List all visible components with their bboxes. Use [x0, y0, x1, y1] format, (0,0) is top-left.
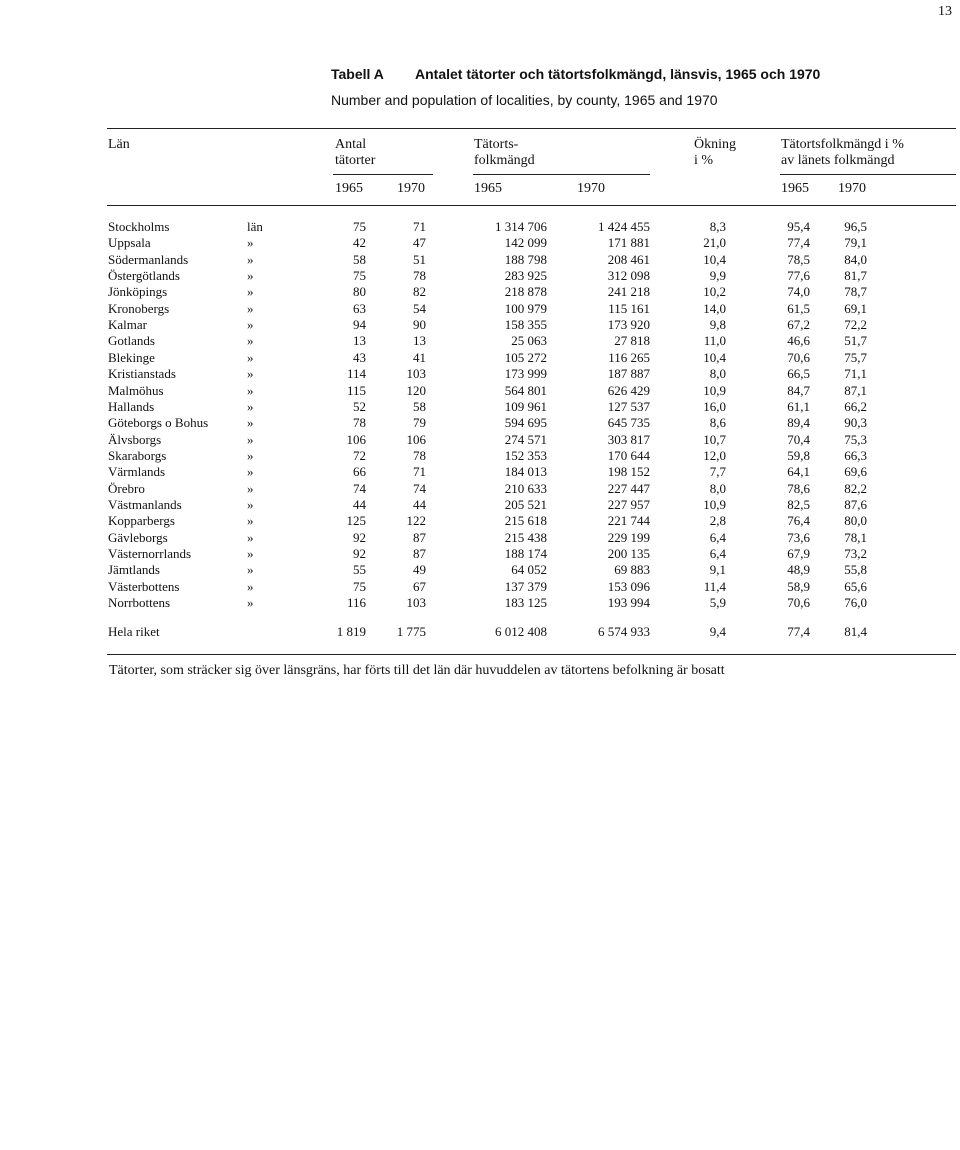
antal-1970-cell: 71	[413, 464, 426, 480]
county-name: Skaraborgs	[108, 447, 167, 463]
andel-1965-cell: 77,6	[787, 268, 810, 284]
folk-1970-cell: 303 817	[607, 431, 650, 447]
folk-group-rule	[473, 174, 650, 175]
andel-1965-cell: 70,6	[787, 349, 810, 365]
okning-cell: 8,0	[709, 366, 726, 382]
okning-cell: 8,3	[709, 219, 726, 234]
county-suffix: »	[247, 464, 254, 480]
antal-1965-cell: 116	[346, 595, 366, 611]
andel-1965-cell: 70,4	[787, 431, 810, 447]
county-name: Hela riket	[108, 624, 160, 639]
andel-1970-cell: 79,1	[844, 235, 867, 251]
header-folk-1965: 1965	[474, 181, 502, 196]
andel-1965-cell: 78,6	[787, 480, 810, 496]
antal-1970-cell: 71	[413, 219, 426, 234]
okning-cell: 14,0	[703, 300, 726, 316]
antal-1965-cell: 1 819	[336, 624, 366, 639]
folk-1970-cell: 198 152	[607, 464, 650, 480]
antal-1970-cell: 103	[406, 595, 426, 611]
table-label: Tabell A	[331, 66, 384, 82]
antal-1970-cell: 74	[413, 480, 426, 496]
antal-1970-cell: 58	[413, 398, 426, 414]
county-suffix: »	[247, 251, 254, 267]
folk-1970-cell: 1 424 455	[598, 219, 650, 234]
okning-cell: 10,4	[703, 349, 726, 365]
county-name: Västerbottens	[108, 578, 180, 594]
andel-1970-cell: 71,1	[844, 366, 867, 382]
okning-cell: 21,0	[703, 235, 726, 251]
okning-cell: 12,0	[703, 447, 726, 463]
county-name: Blekinge	[108, 349, 155, 365]
andel-1970-cell: 81,4	[844, 624, 867, 639]
antal-1970-cell: 54	[413, 300, 426, 316]
county-name: Östergötlands	[108, 268, 180, 284]
antal-1965-cell: 80	[353, 284, 366, 300]
antal-1970-cell: 47	[413, 235, 426, 251]
folk-1970-cell: 193 994	[607, 595, 650, 611]
okning-cell: 2,8	[709, 513, 726, 529]
county-name: Kopparbergs	[108, 513, 175, 529]
county-name: Älvsborgs	[108, 431, 162, 447]
antal-1965-cell: 44	[353, 496, 366, 512]
folk-1965-cell: 184 013	[504, 464, 547, 480]
county-suffix: »	[247, 496, 254, 512]
header-andel-1: Tätortsfolkmängd i %	[781, 137, 904, 152]
okning-cell: 11,0	[703, 333, 726, 349]
antal-1965-cell: 66	[353, 464, 366, 480]
county-suffix: »	[247, 546, 254, 561]
andel-1965-cell: 84,7	[787, 382, 810, 398]
county-suffix: »	[247, 317, 254, 333]
antal-1970-cell: 90	[413, 317, 426, 333]
table-subtitle: Number and population of localities, by county, 1965 and 1970	[331, 92, 718, 108]
andel-1965-cell: 70,6	[787, 595, 810, 611]
county-suffix: »	[247, 578, 254, 594]
county-suffix: »	[247, 382, 254, 398]
page-number: 13	[938, 4, 952, 19]
okning-cell: 9,1	[709, 562, 726, 578]
county-name: Västernorrlands	[108, 546, 192, 561]
folk-1970-cell: 173 920	[607, 317, 650, 333]
county-suffix: »	[247, 398, 254, 414]
antal-1965-cell: 106	[346, 431, 366, 447]
okning-cell: 10,7	[703, 431, 726, 447]
folk-1965-cell: 109 961	[504, 398, 547, 414]
folk-1970-cell: 6 574 933	[598, 624, 650, 639]
andel-1970-cell: 90,3	[844, 415, 867, 431]
antal-1965-cell: 55	[353, 562, 366, 578]
folk-1965-cell: 283 925	[504, 268, 547, 284]
andel-1970-cell: 96,5	[844, 219, 867, 234]
folk-1970-cell: 171 881	[607, 235, 650, 251]
county-name: Örebro	[108, 480, 145, 496]
antal-1965-cell: 75	[353, 268, 366, 284]
header-andel-1965: 1965	[781, 181, 809, 196]
county-suffix: län	[247, 219, 263, 234]
andel-1970-cell: 87,6	[844, 496, 867, 512]
okning-cell: 9,8	[709, 317, 726, 333]
county-name: Norrbottens	[108, 595, 171, 611]
folk-1965-cell: 64 052	[511, 562, 547, 578]
antal-1965-cell: 114	[346, 366, 366, 382]
folk-1970-cell: 187 887	[607, 366, 650, 382]
folk-1965-cell: 142 099	[504, 235, 547, 251]
folk-1970-cell: 227 957	[607, 496, 650, 512]
county-suffix: »	[247, 349, 254, 365]
antal-1970-cell: 41	[413, 349, 426, 365]
county-name: Kalmar	[108, 317, 147, 333]
folk-1970-cell: 69 883	[614, 562, 650, 578]
antal-1965-cell: 92	[353, 529, 366, 545]
header-folk-1: Tätorts-	[474, 137, 519, 152]
okning-cell: 10,9	[703, 496, 726, 512]
andel-1970-cell: 69,1	[844, 300, 867, 316]
andel-1965-cell: 77,4	[787, 624, 810, 639]
okning-cell: 9,9	[709, 268, 726, 284]
andel-1965-cell: 66,5	[787, 366, 810, 382]
folk-1965-cell: 188 798	[504, 251, 547, 267]
header-antal-1965: 1965	[335, 181, 363, 196]
andel-group-rule	[780, 174, 956, 175]
andel-1965-cell: 89,4	[787, 415, 810, 431]
andel-1970-cell: 65,6	[844, 578, 867, 594]
andel-1965-cell: 74,0	[787, 284, 810, 300]
antal-1965-cell: 115	[346, 382, 366, 398]
folk-1965-cell: 137 379	[504, 578, 547, 594]
okning-cell: 6,4	[709, 546, 726, 561]
andel-1965-cell: 73,6	[787, 529, 810, 545]
header-bottom-rule	[107, 205, 956, 206]
folk-1970-cell: 116 265	[608, 349, 650, 365]
footnote-rule	[107, 654, 956, 655]
andel-1970-cell: 51,7	[844, 333, 867, 349]
folk-1965-cell: 183 125	[504, 595, 547, 611]
antal-1965-cell: 63	[353, 300, 366, 316]
folk-1965-cell: 274 571	[504, 431, 547, 447]
folk-1970-cell: 208 461	[607, 251, 650, 267]
folk-1965-cell: 100 979	[504, 300, 547, 316]
antal-1965-cell: 92	[353, 546, 366, 561]
andel-1965-cell: 95,4	[787, 219, 810, 234]
folk-1970-cell: 221 744	[607, 513, 650, 529]
county-suffix: »	[247, 480, 254, 496]
folk-1970-cell: 645 735	[607, 415, 650, 431]
county-name: Göteborgs o Bohus	[108, 415, 209, 431]
county-suffix: »	[247, 595, 254, 611]
folk-1965-cell: 1 314 706	[495, 219, 547, 234]
andel-1970-cell: 72,2	[844, 317, 867, 333]
folk-1965-cell: 218 878	[504, 284, 547, 300]
andel-1970-cell: 78,7	[844, 284, 867, 300]
header-okning-1: Ökning	[694, 137, 736, 152]
andel-1965-cell: 48,9	[787, 562, 810, 578]
folk-1970-cell: 626 429	[607, 382, 650, 398]
folk-1965-cell: 205 521	[504, 496, 547, 512]
andel-1970-cell: 87,1	[844, 382, 867, 398]
county-suffix: »	[247, 268, 254, 284]
folk-1965-cell: 210 633	[504, 480, 547, 496]
antal-1965-cell: 58	[353, 251, 366, 267]
antal-1965-cell: 13	[353, 333, 366, 349]
county-suffix: »	[247, 431, 254, 447]
table-title-text: Antalet tätorter och tätortsfolkmängd, länsvis, 1965 och 1970	[415, 66, 821, 82]
antal-group-rule	[333, 174, 433, 175]
andel-1970-cell: 66,2	[844, 398, 867, 414]
folk-1970-cell: 115 161	[608, 300, 650, 316]
okning-cell: 10,9	[703, 382, 726, 398]
header-andel-2: av länets folkmängd	[781, 153, 895, 168]
andel-1970-cell: 69,6	[844, 464, 867, 480]
antal-1970-cell: 103	[406, 366, 426, 382]
antal-1970-cell: 13	[413, 333, 426, 349]
folk-1965-cell: 25 063	[511, 333, 547, 349]
county-suffix: »	[247, 235, 254, 251]
county-name: Jönköpings	[108, 284, 168, 300]
folk-1970-cell: 127 537	[607, 398, 650, 414]
folk-1965-cell: 173 999	[504, 366, 547, 382]
andel-1970-cell: 75,3	[844, 431, 867, 447]
andel-1965-cell: 46,6	[787, 333, 810, 349]
antal-1970-cell: 44	[413, 496, 426, 512]
andel-1970-cell: 75,7	[844, 349, 867, 365]
county-name: Gävleborgs	[108, 529, 168, 545]
antal-1970-cell: 87	[413, 529, 426, 545]
antal-1970-cell: 1 775	[396, 624, 426, 639]
okning-cell: 5,9	[709, 595, 726, 611]
andel-1965-cell: 59,8	[787, 447, 810, 463]
folk-1970-cell: 227 447	[607, 480, 650, 496]
antal-1965-cell: 52	[353, 398, 366, 414]
county-suffix: »	[247, 562, 254, 578]
county-name: Värmlands	[108, 464, 166, 480]
header-andel-1970: 1970	[838, 181, 866, 196]
andel-1970-cell: 55,8	[844, 562, 867, 578]
antal-1970-cell: 79	[413, 415, 426, 431]
andel-1965-cell: 58,9	[787, 578, 810, 594]
header-antal-1: Antal	[335, 137, 367, 152]
folk-1965-cell: 564 801	[504, 382, 547, 398]
antal-1965-cell: 94	[353, 317, 366, 333]
county-suffix: »	[247, 333, 254, 349]
antal-1970-cell: 122	[406, 513, 426, 529]
folk-1965-cell: 158 355	[504, 317, 547, 333]
county-name: Malmöhus	[108, 382, 164, 398]
antal-1970-cell: 82	[413, 284, 426, 300]
antal-1965-cell: 75	[353, 578, 366, 594]
antal-1965-cell: 75	[353, 219, 366, 234]
andel-1965-cell: 77,4	[787, 235, 810, 251]
header-lan: Län	[108, 137, 130, 152]
folk-1965-cell: 188 174	[504, 546, 547, 561]
folk-1970-cell: 27 818	[614, 333, 650, 349]
county-name: Västmanlands	[108, 496, 182, 512]
header-folk-2: folkmängd	[474, 153, 535, 168]
header-okning-2: i %	[694, 153, 714, 168]
folk-1965-cell: 594 695	[504, 415, 547, 431]
andel-1970-cell: 84,0	[844, 251, 867, 267]
folk-1970-cell: 229 199	[607, 529, 650, 545]
antal-1970-cell: 67	[413, 578, 426, 594]
antal-1965-cell: 74	[353, 480, 366, 496]
folk-1970-cell: 200 135	[607, 546, 650, 561]
antal-1970-cell: 49	[413, 562, 426, 578]
andel-1970-cell: 76,0	[844, 595, 867, 611]
okning-cell: 10,2	[703, 284, 726, 300]
county-name: Gotlands	[108, 333, 155, 349]
okning-cell: 16,0	[703, 398, 726, 414]
antal-1965-cell: 42	[353, 235, 366, 251]
antal-1965-cell: 72	[353, 447, 366, 463]
antal-1965-cell: 43	[353, 349, 366, 365]
county-suffix: »	[247, 366, 254, 382]
okning-cell: 8,0	[709, 480, 726, 496]
folk-1965-cell: 6 012 408	[495, 624, 547, 639]
county-suffix: »	[247, 529, 254, 545]
header-antal-2: tätorter	[335, 153, 376, 168]
andel-1965-cell: 61,5	[787, 300, 810, 316]
county-name: Uppsala	[108, 235, 151, 251]
andel-1965-cell: 67,2	[787, 317, 810, 333]
antal-1970-cell: 51	[413, 251, 426, 267]
antal-1970-cell: 78	[413, 268, 426, 284]
andel-1970-cell: 80,0	[844, 513, 867, 529]
okning-cell: 8,6	[709, 415, 726, 431]
antal-1970-cell: 78	[413, 447, 426, 463]
okning-cell: 7,7	[709, 464, 726, 480]
footnote: Tätorter, som sträcker sig över länsgräns, har förts till det län där huvuddelen av tätortens befolkning är bosatt	[109, 663, 725, 678]
antal-1970-cell: 106	[406, 431, 426, 447]
okning-cell: 6,4	[709, 529, 726, 545]
okning-cell: 10,4	[703, 251, 726, 267]
andel-1965-cell: 78,5	[787, 251, 810, 267]
county-name: Södermanlands	[108, 251, 189, 267]
table-title	[331, 66, 820, 82]
folk-1965-cell: 215 438	[504, 529, 547, 545]
folk-1970-cell: 312 098	[607, 268, 650, 284]
folk-1970-cell: 241 218	[607, 284, 650, 300]
county-name: Jämtlands	[108, 562, 160, 578]
county-suffix: »	[247, 284, 254, 300]
andel-1970-cell: 73,2	[844, 546, 867, 561]
andel-1965-cell: 76,4	[787, 513, 810, 529]
andel-1970-cell: 82,2	[844, 480, 867, 496]
county-name: Stockholms	[108, 219, 170, 234]
antal-1965-cell: 125	[346, 513, 366, 529]
andel-1965-cell: 67,9	[787, 546, 810, 561]
header-antal-1970: 1970	[397, 181, 425, 196]
county-suffix: »	[247, 513, 254, 529]
folk-1965-cell: 105 272	[504, 349, 547, 365]
header-top-rule	[107, 128, 956, 129]
county-suffix: »	[247, 415, 254, 431]
andel-1965-cell: 82,5	[787, 496, 810, 512]
okning-cell: 11,4	[703, 578, 726, 594]
county-name: Kristianstads	[108, 366, 176, 382]
antal-1970-cell: 87	[413, 546, 426, 561]
okning-cell: 9,4	[709, 624, 726, 639]
folk-1965-cell: 152 353	[504, 447, 547, 463]
andel-1970-cell: 66,3	[844, 447, 867, 463]
andel-1970-cell: 81,7	[844, 268, 867, 284]
county-suffix: »	[247, 447, 254, 463]
andel-1965-cell: 64,1	[787, 464, 810, 480]
antal-1965-cell: 78	[353, 415, 366, 431]
header-folk-1970: 1970	[577, 181, 605, 196]
county-suffix: »	[247, 300, 254, 316]
antal-1970-cell: 120	[406, 382, 426, 398]
andel-1970-cell: 78,1	[844, 529, 867, 545]
county-name: Kronobergs	[108, 300, 170, 316]
county-name: Hallands	[108, 398, 155, 414]
folk-1970-cell: 153 096	[607, 578, 650, 594]
folk-1965-cell: 215 618	[504, 513, 547, 529]
folk-1970-cell: 170 644	[607, 447, 650, 463]
andel-1965-cell: 61,1	[787, 398, 810, 414]
